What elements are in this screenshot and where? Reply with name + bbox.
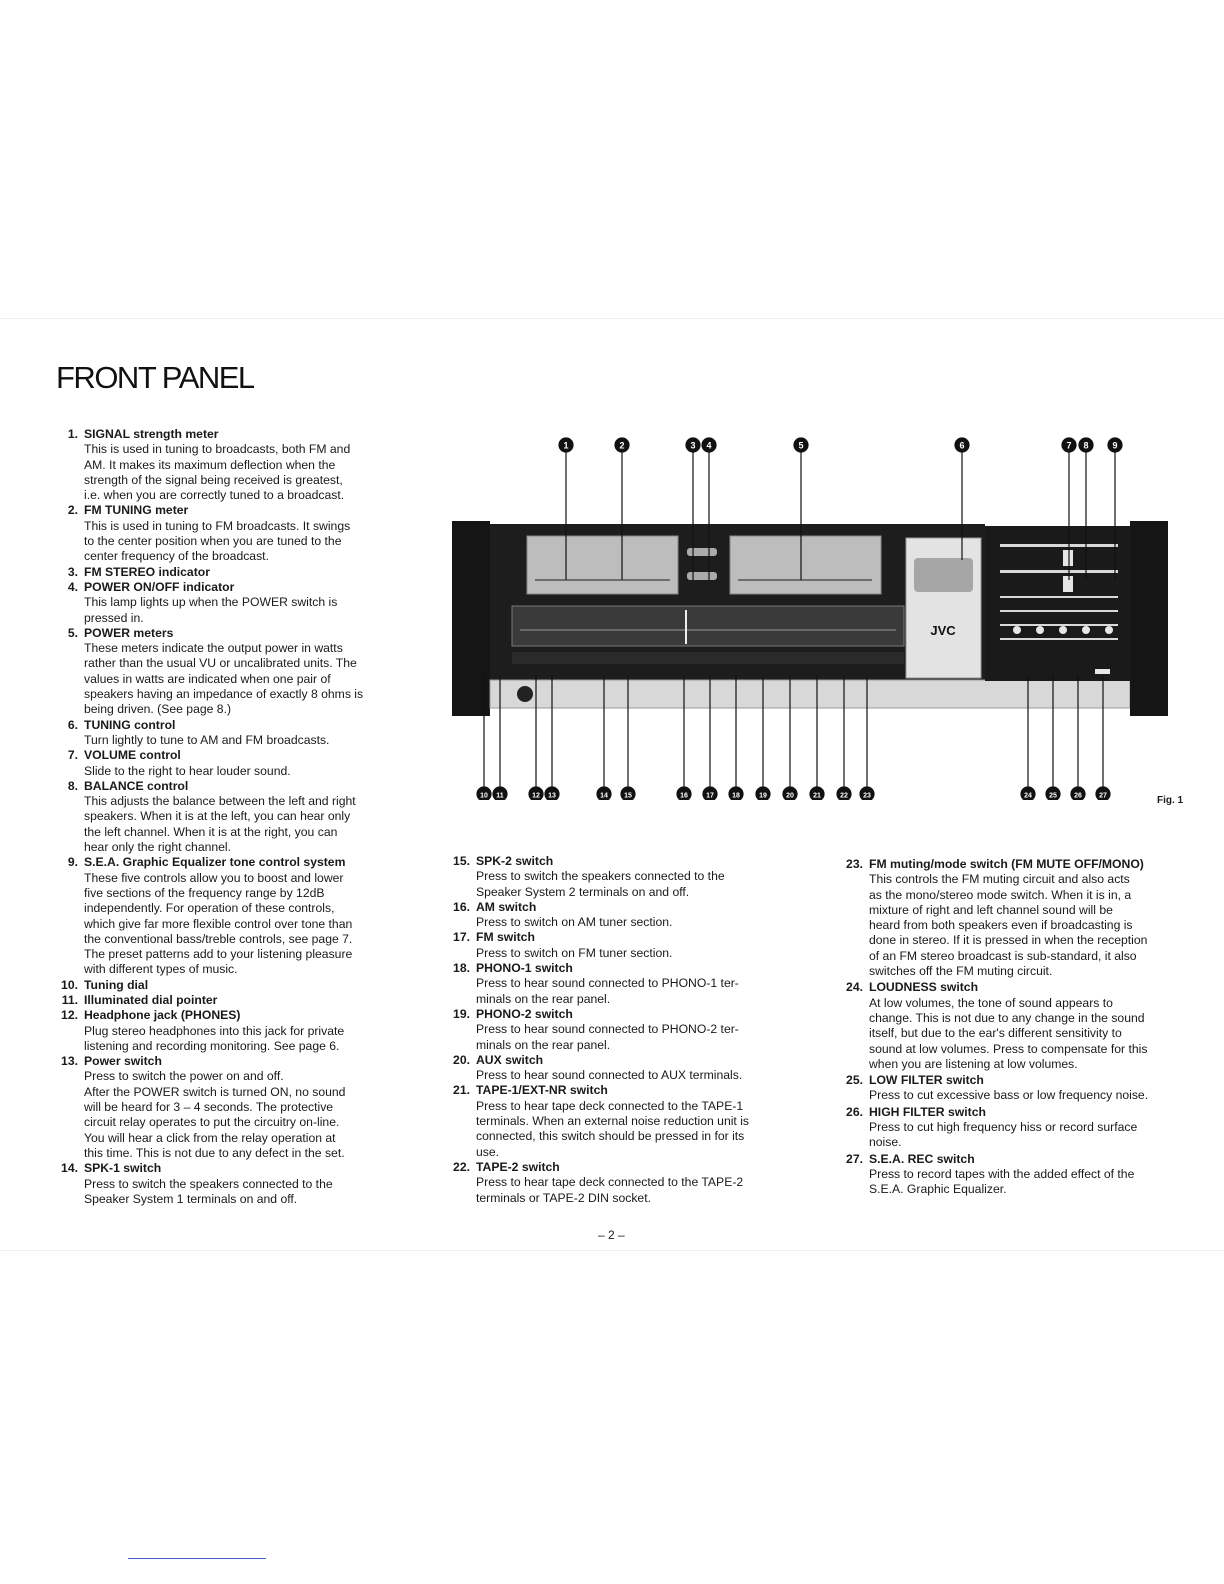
callout-number: 2 <box>619 440 625 451</box>
item-description-line: This is used in tuning to FM broadcasts. It swings <box>84 518 351 533</box>
item-title: PHONO-1 switch <box>476 961 573 976</box>
item-description-line: terminals or TAPE-2 DIN socket. <box>476 1190 651 1205</box>
item-description-line: Press to hear sound connected to AUX terminals. <box>476 1068 743 1083</box>
item-number: 22. <box>453 1159 470 1174</box>
item-description-line: This is used in tuning to broadcasts, both FM and <box>84 442 351 457</box>
callout-number: 13 <box>548 792 556 800</box>
callout-number: 17 <box>706 792 714 800</box>
item-description-line: itself, but due to the ear's different sensitivity to <box>869 1026 1122 1041</box>
item-description-line: done in stereo. If it is pressed in when the reception <box>869 933 1148 948</box>
description-item <box>48 718 408 749</box>
description-item <box>440 1160 800 1206</box>
item-title: POWER ON/OFF indicator <box>84 579 235 594</box>
item-description-line: Press to switch the speakers connected to the <box>84 1176 333 1191</box>
item-description-line: Press to switch on AM tuner section. <box>476 915 673 930</box>
figure-label: Fig. 1 <box>1157 795 1184 806</box>
item-title: AUX switch <box>476 1052 544 1067</box>
item-description-line: will be heard for 3 – 4 seconds. The protective <box>84 1100 334 1115</box>
item-number: 7. <box>67 748 78 763</box>
item-number: 3. <box>67 564 78 579</box>
item-title: TUNING control <box>84 717 176 732</box>
description-item <box>440 1007 800 1053</box>
description-item <box>833 1105 1193 1151</box>
item-number: 25. <box>846 1073 863 1088</box>
item-description-line: This adjusts the balance between the left and right <box>84 794 356 809</box>
column-left <box>48 427 408 1207</box>
item-description-line: Press to hear tape deck connected to the TAPE-1 <box>476 1098 744 1113</box>
page-number: – 2 – <box>598 1228 625 1242</box>
description-item <box>833 1152 1193 1198</box>
item-description-line: as the mono/stereo mode switch. When it is in, a <box>869 887 1132 902</box>
callout-number: 8 <box>1083 440 1089 451</box>
description-item <box>48 565 408 580</box>
description-item <box>48 978 408 993</box>
item-description-line: These five controls allow you to boost and lower <box>84 870 344 885</box>
item-number: 2. <box>67 503 78 518</box>
item-description-line: Press to switch the speakers connected to the <box>476 869 725 884</box>
description-item <box>833 857 1193 979</box>
callout-number: 9 <box>1112 440 1118 451</box>
power-meter-window <box>730 536 881 594</box>
tuning-knob <box>914 558 973 592</box>
item-description-line: this time. This is not due to any defect in the set. <box>84 1145 345 1160</box>
item-number: 9. <box>67 855 78 870</box>
item-title: SPK-2 switch <box>476 854 554 868</box>
headphone-jack <box>517 686 533 702</box>
description-item <box>440 961 800 1007</box>
item-title: FM STEREO indicator <box>84 564 210 579</box>
column-middle <box>440 854 800 1206</box>
item-description-line: rather than the usual VU or uncalibrated units. The <box>84 656 357 671</box>
signal-meter-window <box>527 536 678 594</box>
item-description-line: Speaker System 2 terminals on and off. <box>476 884 690 899</box>
item-description-line: This controls the FM muting circuit and also acts <box>869 872 1130 887</box>
item-description-line: speakers having an impedance of exactly 8 ohms is <box>84 687 364 702</box>
item-description-line: minals on the rear panel. <box>476 1037 611 1052</box>
item-title: S.E.A. REC switch <box>869 1151 975 1166</box>
callout-number: 23 <box>863 792 871 800</box>
item-title: TAPE-2 switch <box>476 1159 560 1174</box>
callout-number: 5 <box>798 440 804 451</box>
item-number: 11. <box>61 992 78 1007</box>
callout-number: 14 <box>600 792 608 800</box>
callout-number: 10 <box>480 792 488 800</box>
equalizer-panel <box>985 526 1130 681</box>
callout-number: 16 <box>680 792 688 800</box>
item-description-line: which give far more flexible control over tone than <box>84 916 353 931</box>
callout-number: 21 <box>813 792 821 800</box>
item-description-line: You will hear a click from the relay operation at <box>84 1130 336 1145</box>
item-description-line: sound at low volumes. Press to compensate for this <box>869 1041 1148 1056</box>
item-number: 6. <box>67 717 78 732</box>
callout-number: 12 <box>532 792 540 800</box>
item-number: 21. <box>453 1083 470 1098</box>
item-description-line: heard from both speakers even if broadcasting is <box>869 918 1133 933</box>
description-item <box>48 1054 408 1161</box>
item-number: 13. <box>61 1054 78 1069</box>
item-number: 10. <box>61 977 78 992</box>
item-number: 19. <box>453 1006 470 1021</box>
item-description-line: Slide to the right to hear louder sound. <box>84 763 291 778</box>
item-description-line: Press to hear sound connected to PHONO-2 ter- <box>476 1022 739 1037</box>
item-description-line: values in watts are indicated when one pair of <box>84 671 331 686</box>
bottom-underline <box>128 1558 266 1559</box>
description-item <box>440 1083 800 1159</box>
item-description-line: Press to switch on FM tuner section. <box>476 945 673 960</box>
brand-logo: JVC <box>930 623 956 638</box>
item-number: 18. <box>453 961 470 976</box>
item-description-line: pressed in. <box>84 610 144 625</box>
item-description-line: terminals. When an external noise reduction unit is <box>476 1114 750 1129</box>
item-description-line: Press to switch the power on and off. <box>84 1069 284 1084</box>
item-description-line: mixture of right and left channel sound will be <box>869 902 1113 917</box>
item-number: 5. <box>67 625 78 640</box>
receiver-base <box>490 680 1130 708</box>
item-description-line: the conventional bass/treble controls, see page 7. <box>84 931 353 946</box>
item-title: S.E.A. Graphic Equalizer tone control system <box>84 855 346 870</box>
item-description-line: change. This is not due to any change in the sound <box>869 1010 1145 1025</box>
item-title: Power switch <box>84 1054 162 1069</box>
item-description-line: Turn lightly to tune to AM and FM broadcasts. <box>84 732 330 747</box>
callout-number: 11 <box>496 792 504 800</box>
item-description-line: S.E.A. Graphic Equalizer. <box>869 1182 1007 1197</box>
item-title: FM muting/mode switch (FM MUTE OFF/MONO) <box>869 857 1144 871</box>
item-description-line: with different types of music. <box>84 962 238 977</box>
item-title: LOW FILTER switch <box>869 1073 984 1088</box>
item-description-line: Press to hear tape deck connected to the TAPE-2 <box>476 1175 744 1190</box>
volume-slider <box>1063 550 1073 566</box>
description-item <box>48 1008 408 1054</box>
item-description-line: AM. It makes its maximum deflection when the <box>84 457 336 472</box>
description-item <box>48 855 408 977</box>
callout-number: 19 <box>759 792 767 800</box>
item-description-line: Press to cut excessive bass or low frequency noise. <box>869 1088 1149 1103</box>
page-edge-bottom <box>0 1250 1224 1251</box>
item-description-line: Press to record tapes with the added effect of the <box>869 1166 1135 1181</box>
callout-number: 4 <box>706 440 712 451</box>
item-title: Headphone jack (PHONES) <box>84 1008 241 1023</box>
description-item <box>833 1073 1193 1104</box>
item-title: POWER meters <box>84 625 174 640</box>
item-description-line: switches off the FM muting circuit. <box>869 964 1053 979</box>
description-item <box>48 503 408 564</box>
item-description-line: listening and recording monitoring. See page 6. <box>84 1038 340 1053</box>
item-description-line: use. <box>476 1144 500 1159</box>
item-number: 24. <box>846 980 863 995</box>
callout-number: 22 <box>840 792 848 800</box>
item-title: FM TUNING meter <box>84 503 189 518</box>
item-title: SIGNAL strength meter <box>84 427 219 441</box>
description-item <box>48 748 408 779</box>
item-number: 14. <box>61 1161 78 1176</box>
item-number: 17. <box>453 930 470 945</box>
description-item <box>48 626 408 718</box>
item-description-line: of an FM stereo broadcast is sub-standard, it also <box>869 948 1137 963</box>
callout-number: 7 <box>1066 440 1072 451</box>
item-number: 4. <box>67 579 78 594</box>
page-title: FRONT PANEL <box>56 360 254 395</box>
callout-number: 18 <box>732 792 740 800</box>
item-description-line: hear only the right channel. <box>84 840 232 855</box>
item-description-line: connected, this switch should be pressed in for its <box>476 1129 745 1144</box>
power-indicator <box>687 572 717 580</box>
balance-slider <box>1063 576 1073 592</box>
item-description-line: noise. <box>869 1135 902 1150</box>
item-description-line: when you are listening at low volumes. <box>869 1056 1078 1071</box>
item-title: Illuminated dial pointer <box>84 992 218 1007</box>
item-title: BALANCE control <box>84 778 189 793</box>
item-description-line: center frequency of the broadcast. <box>84 549 269 564</box>
description-item <box>440 900 800 931</box>
item-title: LOUDNESS switch <box>869 980 979 995</box>
item-description-line: Press to cut high frequency hiss or record surface <box>869 1120 1138 1135</box>
tuning-dial <box>512 606 904 646</box>
item-number: 20. <box>453 1052 470 1067</box>
item-description-line: This lamp lights up when the POWER switch is <box>84 595 338 610</box>
right-side-panel <box>1130 521 1168 716</box>
callout-number: 1 <box>563 440 569 451</box>
item-description-line: At low volumes, the tone of sound appears to <box>869 995 1113 1010</box>
description-item <box>48 580 408 626</box>
description-item <box>440 930 800 961</box>
item-number: 23. <box>846 857 863 871</box>
item-description-line: i.e. when you are correctly tuned to a broadcast. <box>84 488 345 503</box>
item-number: 12. <box>61 1008 78 1023</box>
item-title: Tuning dial <box>84 977 149 992</box>
item-number: 16. <box>453 899 470 914</box>
item-description-line: to the center position when you are tuned to the <box>84 534 342 549</box>
item-title: HIGH FILTER switch <box>869 1104 986 1119</box>
front-panel-figure <box>440 430 1200 800</box>
column-right <box>833 857 1193 1198</box>
item-title: PHONO-2 switch <box>476 1006 573 1021</box>
item-description-line: being driven. (See page 8.) <box>84 702 232 717</box>
item-description-line: After the POWER switch is turned ON, no sound <box>84 1084 346 1099</box>
item-number: 8. <box>67 778 78 793</box>
item-description-line: Speaker System 1 terminals on and off. <box>84 1191 298 1206</box>
item-description-line: minals on the rear panel. <box>476 991 611 1006</box>
item-description-line: the left channel. When it is at the right, you can <box>84 824 338 839</box>
item-title: AM switch <box>476 899 537 914</box>
item-description-line: five sections of the frequency range by 12dB <box>84 885 325 900</box>
description-item <box>440 854 800 900</box>
description-item <box>48 993 408 1008</box>
description-item <box>48 427 408 503</box>
item-title: FM switch <box>476 930 535 945</box>
callout-number: 27 <box>1099 792 1107 800</box>
description-item <box>833 980 1193 1072</box>
item-description-line: The preset patterns add to your listening pleasure <box>84 947 353 962</box>
item-description-line: speakers. When it is at the left, you can hear only <box>84 809 351 824</box>
callout-number: 15 <box>624 792 632 800</box>
item-description-line: circuit relay operates to put the circuitry on-line. <box>84 1115 340 1130</box>
callout-number: 20 <box>786 792 794 800</box>
page-edge-top <box>0 318 1224 319</box>
callout-number: 3 <box>690 440 696 451</box>
description-item <box>48 1161 408 1207</box>
callout-number: 26 <box>1074 792 1082 800</box>
item-number: 15. <box>453 854 470 868</box>
callout-number: 24 <box>1024 792 1032 800</box>
description-item <box>48 779 408 855</box>
callout-number: 25 <box>1049 792 1057 800</box>
fm-stereo-indicator <box>687 548 717 556</box>
description-item <box>440 1053 800 1084</box>
item-description-line: strength of the signal being received is greatest, <box>84 472 343 487</box>
item-description-line: independently. For operation of these controls, <box>84 901 335 916</box>
item-title: VOLUME control <box>84 748 181 763</box>
item-number: 1. <box>67 427 78 441</box>
item-number: 27. <box>846 1151 863 1166</box>
item-description-line: Plug stereo headphones into this jack for private <box>84 1023 345 1038</box>
item-number: 26. <box>846 1104 863 1119</box>
item-description-line: Press to hear sound connected to PHONO-1 ter- <box>476 976 739 991</box>
callout-number: 6 <box>959 440 965 451</box>
item-title: TAPE-1/EXT-NR switch <box>476 1083 608 1098</box>
item-description-line: These meters indicate the output power in watts <box>84 641 343 656</box>
item-title: SPK-1 switch <box>84 1161 162 1176</box>
